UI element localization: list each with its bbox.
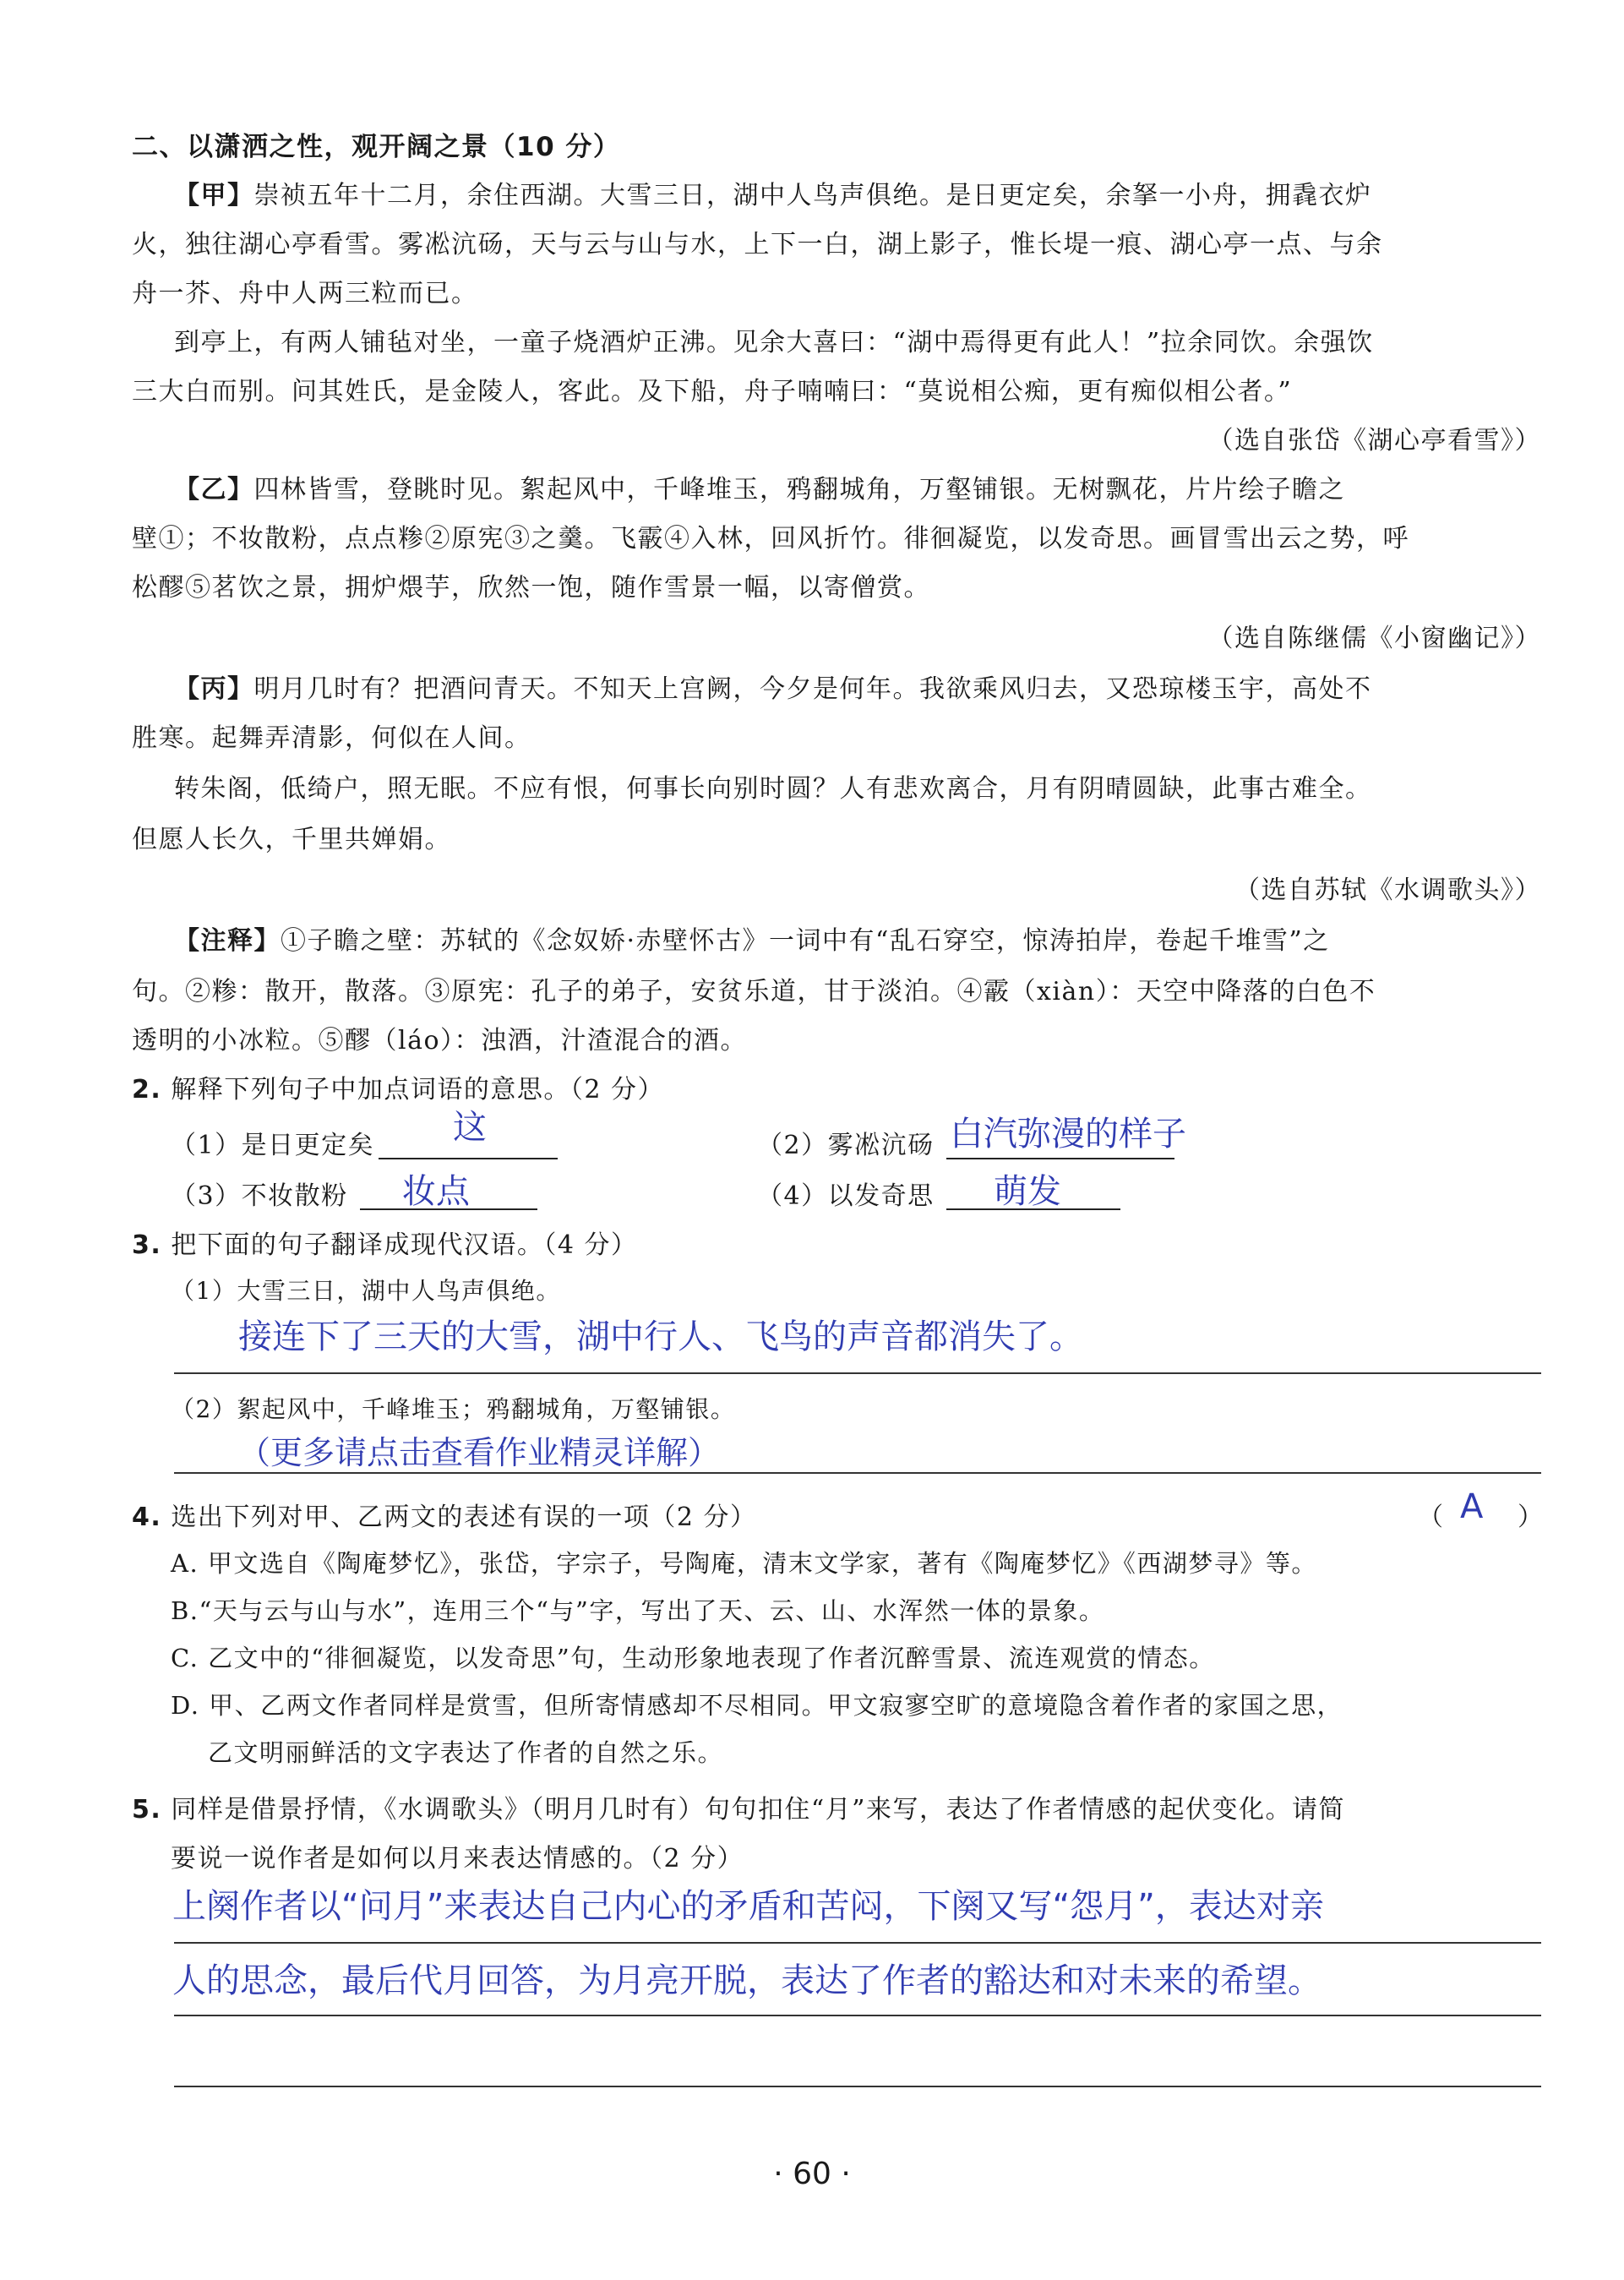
q5-stem-2: 要说一说作者是如何以月来表达情感的。（2 分） [171, 1844, 744, 1874]
notes-line-2: 句。②糁：散开，散落。③原宪：孔子的弟子，安贫乐道，甘于淡泊。④霰（xiàn）：天空中降落的白色不 [132, 977, 1376, 1006]
q3-item-1-answer: 接连下了三天的大雪，湖中行人、飞鸟的声音都消失了。 [238, 1317, 1083, 1356]
q4-option-b: B.“天与云与山与水”，连用三个“与”字，写出了天、云、山、水浑然一体的景象。 [171, 1596, 1105, 1625]
q5-answer-1: 上阕作者以“问月”来表达自己内心的矛盾和苦闷，下阕又写“怨月”，表达对亲 [172, 1887, 1324, 1926]
bing-line-1: 【丙】明月几时有？把酒问青天。不知天上宫阙，今夕是何年。我欲乘风归去，又恐琼楼玉宇，高处不 [174, 674, 1372, 704]
notes-line-3: 透明的小冰粒。⑤醪（láo）：浊酒，汁渣混合的酒。 [132, 1026, 748, 1055]
q4-answer: A [1460, 1487, 1484, 1526]
q2-item-3-answer: 妆点 [402, 1172, 470, 1211]
q4-stem: 4. 选出下列对甲、乙两文的表述有误的一项（2 分） [132, 1503, 757, 1532]
yi-line-1: 【乙】四林皆雪，登眺时见。絮起风中，千峰堆玉，鸦翻城角，万壑铺银。无树飘花，片片绘子瞻之 [174, 475, 1345, 505]
bing-line-2: 胜寒。起舞弄清影，何似在人间。 [132, 723, 531, 753]
bing-tag: 【丙】 [174, 674, 254, 704]
q3-item-2-answer[interactable]: （更多请点击查看作业精灵详解） [238, 1434, 721, 1471]
jia-line-3: 舟一芥、舟中人两三粒而已。 [132, 279, 478, 308]
page-number: · 60 · [773, 2157, 851, 2191]
jia-line-4: 到亭上，有两人铺毡对坐，一童子烧酒炉正沸。见余大喜曰：“湖中焉得更有此人！”拉余同饮。余强饮 [174, 328, 1374, 357]
q2-item-1-label: （1）是日更定矣 [171, 1131, 375, 1160]
q4-paren-left: （ [1418, 1503, 1443, 1532]
q5-answer-line-3[interactable] [174, 2086, 1541, 2087]
bing-line-4: 但愿人长久，千里共婵娟。 [132, 825, 451, 854]
yi-tag: 【乙】 [174, 475, 254, 505]
q2-item-2-answer: 白汽弥漫的样子 [950, 1115, 1186, 1154]
yi-line-2: 壁①；不妆散粉，点点糁②原宪③之羹。飞霰④入林，回风折竹。徘徊凝览，以发奇思。画冒雪出云之势，呼 [132, 524, 1409, 554]
q5-answer-2: 人的思念，最后代月回答，为月亮开脱，表达了作者的豁达和对未来的希望。 [172, 1961, 1322, 2000]
notes-tag: 【注释】 [174, 926, 281, 956]
section-title: 二、以潇洒之性，观开阔之景（10 分） [132, 132, 621, 162]
q2-item-2-blank[interactable] [946, 1158, 1174, 1159]
jia-line-5: 三大白而别。问其姓氏，是金陵人，客此。及下船，舟子喃喃曰：“莫说相公痴，更有痴似相公者。” [132, 377, 1293, 406]
jia-line-1: 【甲】崇祯五年十二月，余住西湖。大雪三日，湖中人鸟声俱绝。是日更定矣，余拏一小舟，拥毳衣炉 [174, 181, 1372, 210]
q2-item-1-blank[interactable] [379, 1158, 558, 1159]
q2-item-4-label: （4）以发奇思 [757, 1181, 935, 1211]
q3-item-2-answer-line[interactable] [174, 1472, 1541, 1474]
q4-option-d: D. 甲、乙两文作者同样是赏雪，但所寄情感却不尽相同。甲文寂寥空旷的意境隐含着作者的家国之思， [171, 1691, 1343, 1720]
q3-item-1-answer-line[interactable] [174, 1372, 1541, 1374]
q3-stem: 3. 把下面的句子翻译成现代汉语。（4 分） [132, 1230, 638, 1260]
notes-line-1: 【注释】①子瞻之壁：苏轼的《念奴娇·赤壁怀古》一词中有“乱石穿空，惊涛拍岸，卷起千堆雪”之 [174, 926, 1330, 956]
q3-item-1-label: （1）大雪三日，湖中人鸟声俱绝。 [171, 1277, 561, 1305]
jia-source: （选自张岱《湖心亭看雪》） [1207, 426, 1541, 455]
bing-line-3: 转朱阁，低绮户，照无眠。不应有恨，何事长向别时圆？人有悲欢离合，月有阴晴圆缺，此事古难全。 [174, 774, 1372, 804]
q2-stem: 2. 解释下列句子中加点词语的意思。（2 分） [132, 1075, 664, 1105]
q3-item-2-label: （2）絮起风中，千峰堆玉；鸦翻城角，万壑铺银。 [171, 1395, 736, 1423]
q4-paren-right: ） [1518, 1503, 1543, 1532]
q5-answer-line-1[interactable] [174, 1942, 1541, 1944]
q5-answer-line-2[interactable] [174, 2015, 1541, 2016]
jia-tag: 【甲】 [174, 181, 254, 210]
q5-stem-1: 5. 同样是借景抒情，《水调歌头》（明月几时有）句句扣住“月”来写，表达了作者情感的起伏变化。请简 [132, 1795, 1346, 1825]
q2-item-2-label: （2）雾凇沆砀 [757, 1131, 935, 1160]
q4-option-d-cont: 乙文明丽鲜活的文字表达了作者的自然之乐。 [208, 1738, 724, 1767]
yi-source: （选自陈继儒《小窗幽记》） [1207, 624, 1541, 653]
q2-item-3-label: （3）不妆散粉 [171, 1181, 348, 1211]
q4-option-c: C. 乙文中的“徘徊凝览，以发奇思”句，生动形象地表现了作者沉醉雪景、流连观赏的情态。 [171, 1644, 1215, 1672]
q4-option-a: A. 甲文选自《陶庵梦忆》，张岱，字宗子，号陶庵，清末文学家，著有《陶庵梦忆》《西湖梦寻》等。 [171, 1549, 1317, 1578]
yi-line-3: 松醪⑤茗饮之景，拥炉煨芋，欣然一饱，随作雪景一幅，以寄僧赏。 [132, 573, 930, 603]
jia-line-2: 火，独往湖心亭看雪。雾凇沆砀，天与云与山与水，上下一白，湖上影子，惟长堤一痕、湖心亭一点、与余 [132, 230, 1383, 259]
bing-source: （选自苏轼《水调歌头》） [1234, 875, 1541, 905]
q2-item-1-answer: 这 [453, 1108, 487, 1147]
q2-item-4-answer: 萌发 [994, 1172, 1061, 1211]
